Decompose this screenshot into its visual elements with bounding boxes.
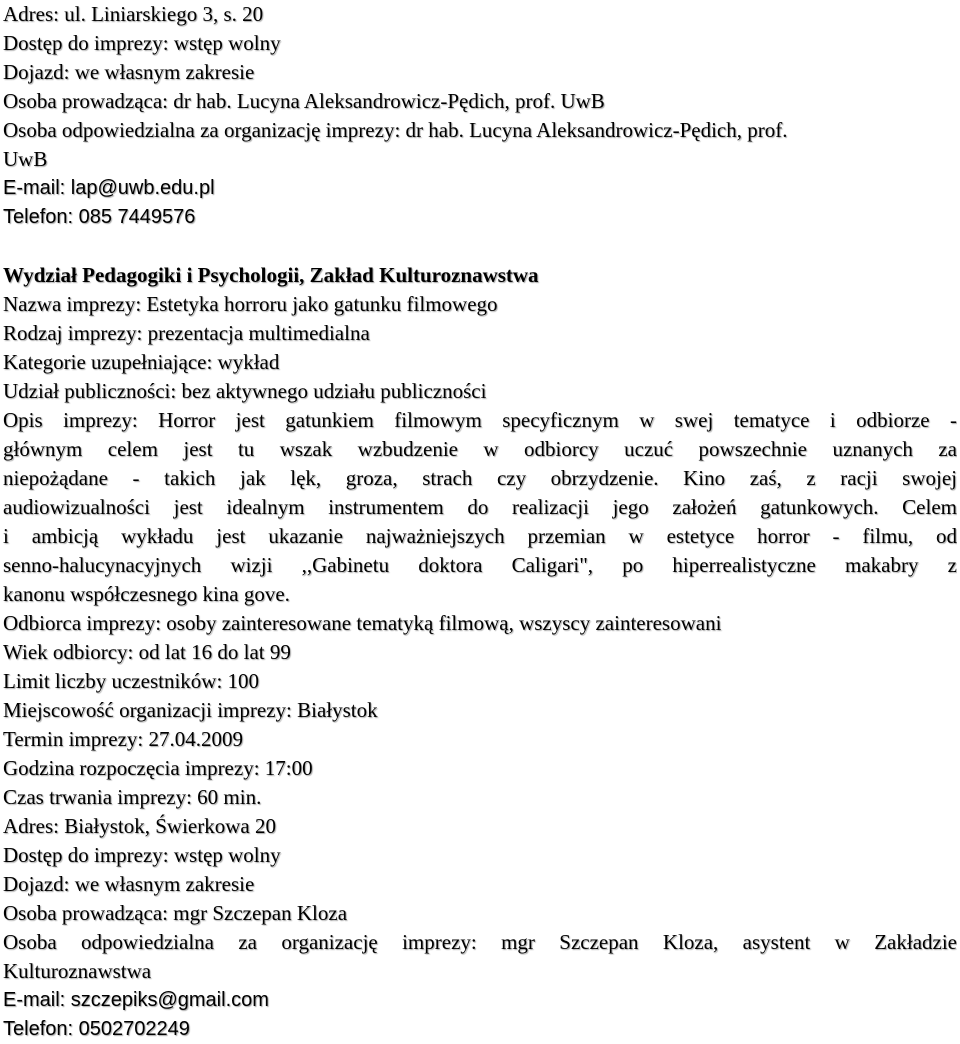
email-line: E-mail: lap@uwb.edu.pl [3, 177, 215, 199]
duration-line: Czas trwania imprezy: 60 min. [3, 785, 262, 809]
audience-line: Odbiorca imprezy: osoby zainteresowane tematyką filmową, wszyscy zainteresowani [3, 611, 722, 635]
description-line: i ambicją wykładu jest ukazanie najważniejszych przemian w estetyce horror - filmu, od [3, 524, 957, 548]
description-line: kanonu współczesnego kina gove. [3, 582, 290, 606]
description-line: Opis imprezy: Horror jest gatunkiem filmowym specyficznym w swej tematyce i odbiorze - [3, 408, 957, 432]
organizer-line: Osoba odpowiedzialna za organizację imprezy: dr hab. Lucyna Aleksandrowicz-Pędich, prof. [3, 118, 788, 142]
section-spacer [3, 232, 957, 261]
date-line: Termin imprezy: 27.04.2009 [3, 727, 243, 751]
host-line: Osoba prowadząca: mgr Szczepan Kloza [3, 901, 348, 925]
department-heading: Wydział Pedagogiki i Psychologii, Zakład Kulturoznawstwa [3, 263, 539, 287]
organizer-line: Osoba odpowiedzialna za organizację imprezy: mgr Szczepan Kloza, asystent w Zakładzie [3, 930, 957, 954]
participation-line: Udział publiczności: bez aktywnego udziału publiczności [3, 379, 487, 403]
description-line: audiowizualności jest idealnym instrumentem do realizacji jego założeń gatunkowych. Celem [3, 495, 957, 519]
event-name-line: Nazwa imprezy: Estetyka horroru jako gatunku filmowego [3, 292, 498, 316]
description-line: niepożądane - takich jak lęk, groza, strach czy obrzydzenie. Kino zaś, z racji swojej [3, 466, 957, 490]
limit-line: Limit liczby uczestników: 100 [3, 669, 260, 693]
address-line: Adres: ul. Liniarskiego 3, s. 20 [3, 2, 264, 26]
city-line: Miejscowość organizacji imprezy: Białystok [3, 698, 378, 722]
access-line: Dostęp do imprezy: wstęp wolny [3, 31, 281, 55]
phone-line: Telefon: 085 7449576 [3, 206, 196, 228]
start-time-line: Godzina rozpoczęcia imprezy: 17:00 [3, 756, 313, 780]
organizer-line-cont: Kulturoznawstwa [3, 959, 152, 983]
host-line: Osoba prowadząca: dr hab. Lucyna Aleksandrowicz-Pędich, prof. UwB [3, 89, 605, 113]
organizer-line-cont: UwB [3, 147, 48, 171]
phone-line: Telefon: 0502702249 [3, 1018, 190, 1040]
event-type-line: Rodzaj imprezy: prezentacja multimedialna [3, 321, 370, 345]
transport-line: Dojazd: we własnym zakresie [3, 872, 255, 896]
age-line: Wiek odbiorcy: od lat 16 do lat 99 [3, 640, 291, 664]
email-line: E-mail: szczepiks@gmail.com [3, 989, 269, 1011]
address-line: Adres: Białystok, Świerkowa 20 [3, 814, 276, 838]
access-line: Dostęp do imprezy: wstęp wolny [3, 843, 281, 867]
description-line: głównym celem jest tu wszak wzbudzenie w odbiorcy uczuć powszechnie uznanych za [3, 437, 957, 461]
description-line: senno-halucynacyjnych wizji ,,Gabinetu doktora Caligari", po hiperrealistyczne makabry z [3, 553, 957, 577]
transport-line: Dojazd: we własnym zakresie [3, 60, 255, 84]
categories-line: Kategorie uzupełniające: wykład [3, 350, 280, 374]
